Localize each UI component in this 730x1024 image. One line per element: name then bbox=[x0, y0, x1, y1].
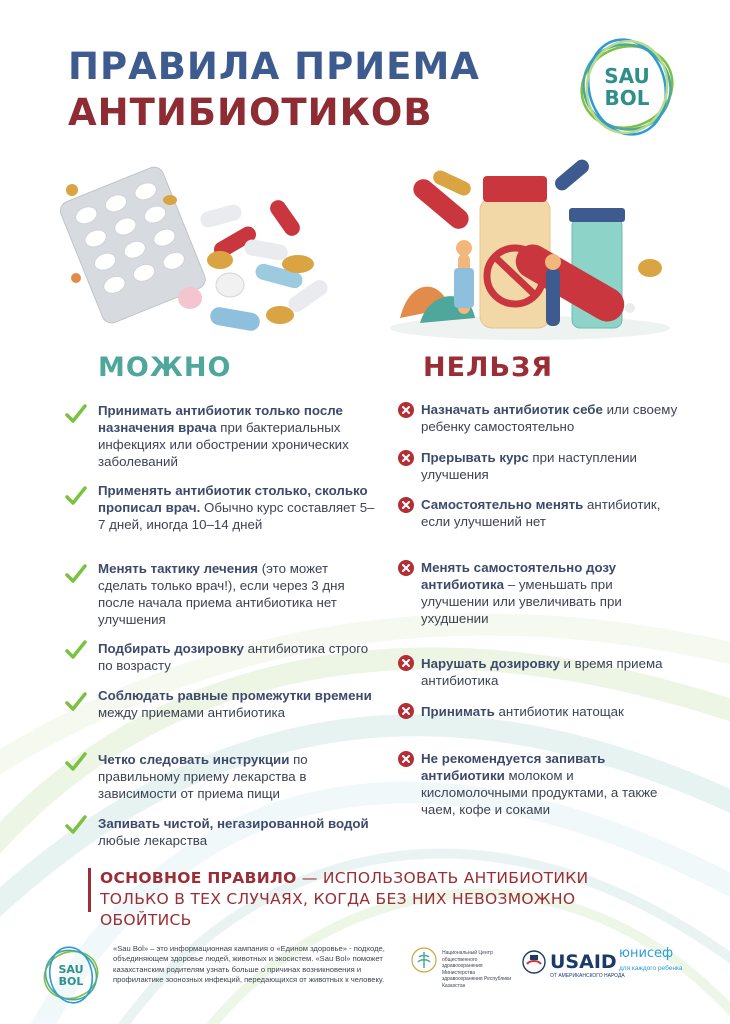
cannot-item-3: Самостоятельно менять антибиотик, если улучшений нет bbox=[421, 497, 661, 529]
cannot-heading: НЕЛЬЗЯ bbox=[423, 352, 554, 383]
unicef-word: юнисеф bbox=[619, 946, 674, 961]
partner-ncph: Национальный Центр общественного здравоохранения Министерства здравоохранения Республики Казахстан bbox=[442, 950, 512, 989]
unicef-logo bbox=[619, 946, 699, 972]
check-icon bbox=[64, 484, 88, 508]
cannot-item-4: Менять самостоятельно дозу антибиотика – уменьшать при улучшении или увеличивать при ухудшении bbox=[421, 560, 622, 626]
cross-icon bbox=[398, 560, 414, 576]
cannot-item-7: Не рекомендуется запивать антибиотики молоком и кисломолочными продуктами, а также чаем, кофе и соками bbox=[421, 751, 658, 817]
cannot-item-1: Назначать антибиотик себе или своему ребенку самостоятельно bbox=[421, 402, 678, 434]
cannot-item-6: Принимать антибиотик натощак bbox=[421, 704, 624, 719]
check-icon bbox=[64, 813, 88, 837]
footer-logo-lettering: SAU bbox=[58, 963, 84, 976]
cross-icon bbox=[398, 751, 414, 767]
title-line-2: АНТИБИОТИКОВ bbox=[68, 91, 433, 134]
can-item-4: Подбирать дозировку антибиотика строго по возрасту bbox=[98, 641, 369, 673]
can-item-3: Менять тактику лечения (это может сделать только врач!), если через 3 дня после начала приема антибиотика нет улучшения bbox=[98, 561, 345, 627]
main-rule: ОСНОВНОЕ ПРАВИЛО — ИСПОЛЬЗОВАТЬ АНТИБИОТИКИ ТОЛЬКО В ТЕХ СЛУЧАЯХ, КОГДА БЕЗ НИХ НЕВОЗМОЖНО ОБОЙТИСЬ bbox=[88, 868, 660, 912]
can-heading: МОЖНО bbox=[98, 352, 232, 383]
unicef-subtitle: для каждого ребенка bbox=[619, 965, 683, 972]
ncph-emblem-icon bbox=[410, 946, 438, 974]
cannot-item-2: Прерывать курс при наступлении улучшения bbox=[421, 450, 637, 482]
title-line-1: ПРАВИЛА ПРИЕМА bbox=[68, 45, 480, 88]
svg-text:BOL: BOL bbox=[604, 86, 650, 110]
check-icon bbox=[64, 638, 88, 662]
can-item-7: Запивать чистой, негазированной водой любые лекарства bbox=[98, 816, 369, 848]
check-icon bbox=[64, 402, 88, 426]
usaid-seal-icon bbox=[522, 950, 546, 974]
page-title bbox=[68, 44, 480, 136]
cross-icon bbox=[398, 497, 414, 513]
logo-lettering: SAU bbox=[604, 64, 650, 88]
check-icon bbox=[64, 562, 88, 586]
can-item-1: Принимать антибиотик только после назначения врача при бактериальных инфекциях или обострении хронических заболеваний bbox=[98, 403, 349, 469]
prohibited-medicine-illustration bbox=[380, 158, 680, 350]
cross-icon bbox=[398, 655, 414, 671]
pills-illustration bbox=[50, 160, 350, 350]
can-item-6: Четко следовать инструкции по правильному приему лекарства в зависимости от приема пищи bbox=[98, 752, 308, 801]
usaid-word: USAID bbox=[550, 951, 617, 973]
footer-description: «Sau Bol» – это информационная кампания о «Едином здоровье» - подходе, объединяющем здоровье людей, животных и экосистем. «Sau Bol» поможет казахстанским родителям узнать больше о причинах возникновения и профилактике зоонозных инфекций, передающихся от животных к человеку. bbox=[113, 944, 385, 985]
usaid-logo bbox=[519, 947, 625, 983]
cross-icon bbox=[398, 402, 414, 418]
cross-icon bbox=[398, 450, 414, 466]
cannot-item-5: Нарушать дозировку и время приема антибиотика bbox=[421, 656, 663, 688]
check-icon bbox=[64, 750, 88, 774]
can-item-5: Соблюдать равные промежутки времени между приемами антибиотика bbox=[98, 688, 372, 720]
can-item-2: Применять антибиотик столько, сколько прописал врач. Обычно курс составляет 5–7 дней, иногда 10–14 дней bbox=[98, 483, 375, 532]
check-icon bbox=[64, 690, 88, 714]
saubol-footer-logo bbox=[40, 944, 102, 1006]
svg-text:BOL: BOL bbox=[58, 975, 84, 988]
saubol-logo bbox=[572, 32, 682, 142]
cross-icon bbox=[398, 703, 414, 719]
usaid-subtitle: ОТ АМЕРИКАНСКОГО НАРОДА bbox=[550, 973, 625, 979]
